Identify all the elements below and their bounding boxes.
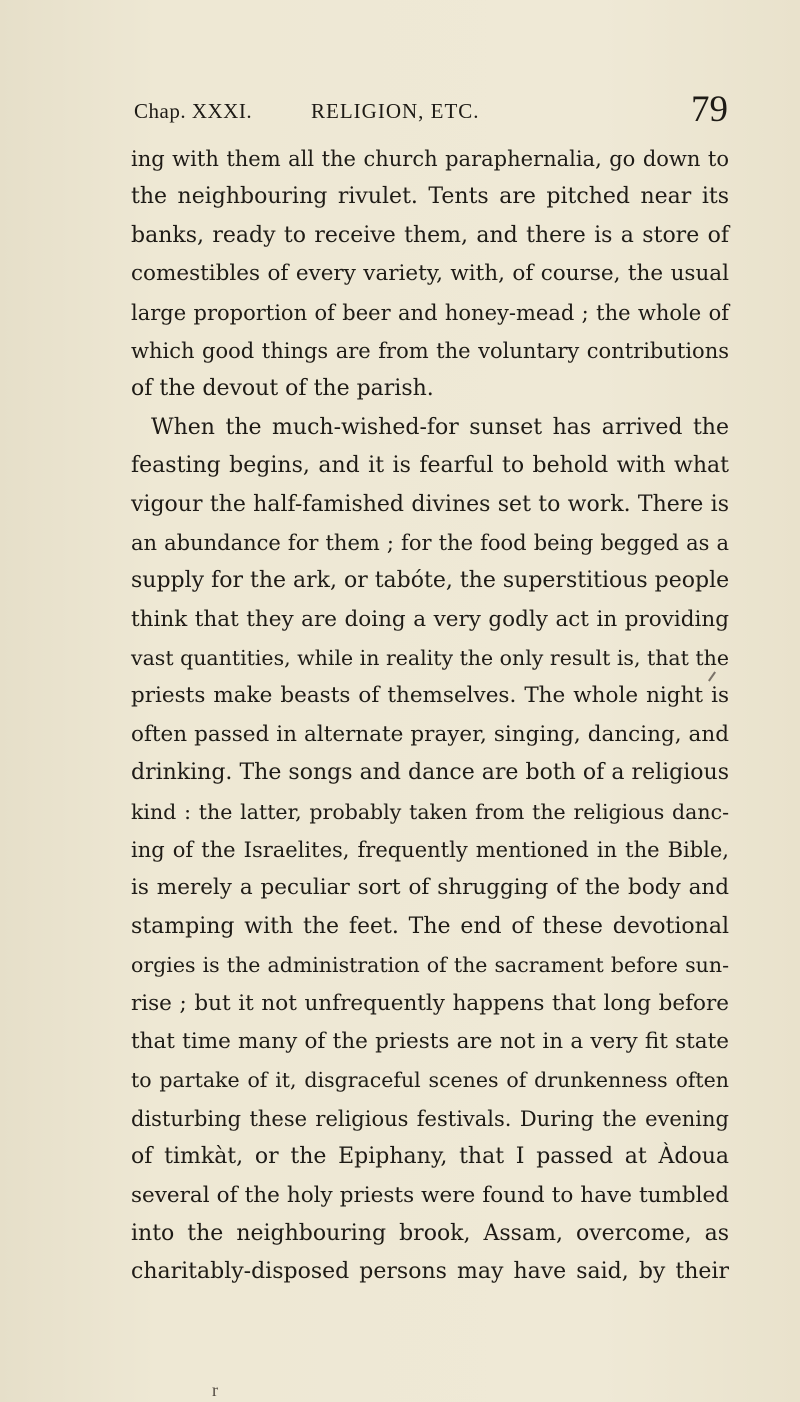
text-line: priests make beasts of themselves. The whole night is	[131, 683, 729, 709]
text-line: is merely a peculiar sort of shrugging of the body and	[131, 875, 729, 901]
paragraph-end-line: of the devout of the parish.	[131, 376, 434, 402]
text-line: ing of the Israelites, frequently mentioned in the Bible,	[131, 838, 729, 863]
running-head	[134, 88, 728, 140]
text-line: often passed in alternate prayer, singing, dancing, and	[131, 721, 729, 747]
text-line: to partake of it, disgraceful scenes of drunkenness often	[131, 1068, 729, 1093]
text-line: vigour the half-famished divines set to work. There is	[131, 491, 729, 517]
paragraph-start-line: When the much-wished-for sunset has arrived the	[151, 414, 729, 440]
page-number: 79	[691, 89, 728, 130]
text-line: think that they are doing a very godly act in providing	[131, 606, 729, 632]
text-line: banks, ready to receive them, and there is a store of	[131, 222, 729, 248]
text-line: large proportion of beer and honey-mead ; the whole of	[131, 300, 729, 325]
body-text	[131, 140, 729, 1390]
chapter-label: Chap. XXXI.	[134, 99, 253, 123]
text-line: several of the holy priests were found to have tumbled	[131, 1182, 729, 1208]
text-line: that time many of the priests are not in a very fit state	[131, 1028, 729, 1054]
text-line: an abundance for them ; for the food being begged as a	[131, 530, 729, 555]
section-title: RELIGION, ETC.	[311, 99, 480, 123]
text-line: the neighbouring rivulet. Tents are pitched near its	[131, 184, 729, 210]
text-line: stamping with the feet. The end of these devotional	[131, 913, 729, 939]
text-line: which good things are from the voluntary contributions	[131, 338, 729, 363]
text-line: drinking. The songs and dance are both of a religious	[131, 760, 729, 786]
text-line: ing with them all the church paraphernalia, go down to	[131, 147, 729, 171]
text-line: supply for the ark, or tabóte, the superstitious people	[131, 568, 730, 594]
footer-mark: r	[212, 1380, 218, 1400]
text-line: kind : the latter, probably taken from the religious danc-	[131, 799, 729, 824]
text-line: feasting begins, and it is fearful to behold with what	[131, 453, 729, 479]
text-line: of timkàt, or the Epiphany, that I passed at Àdoua	[131, 1144, 729, 1170]
text-line: comestibles of every variety, with, of course, the usual	[131, 261, 729, 287]
text-line: into the neighbouring brook, Assam, overcome, as	[131, 1220, 729, 1246]
text-line: vast quantities, while in reality the only result is, that the	[131, 646, 729, 671]
text-line: rise ; but it not unfrequently happens that long before	[131, 990, 729, 1016]
text-line: charitably-disposed persons may have said, by their	[131, 1259, 729, 1285]
text-line: disturbing these religious festivals. During the evening	[131, 1106, 729, 1131]
text-line: orgies is the administration of the sacrament before sun-	[131, 953, 729, 978]
